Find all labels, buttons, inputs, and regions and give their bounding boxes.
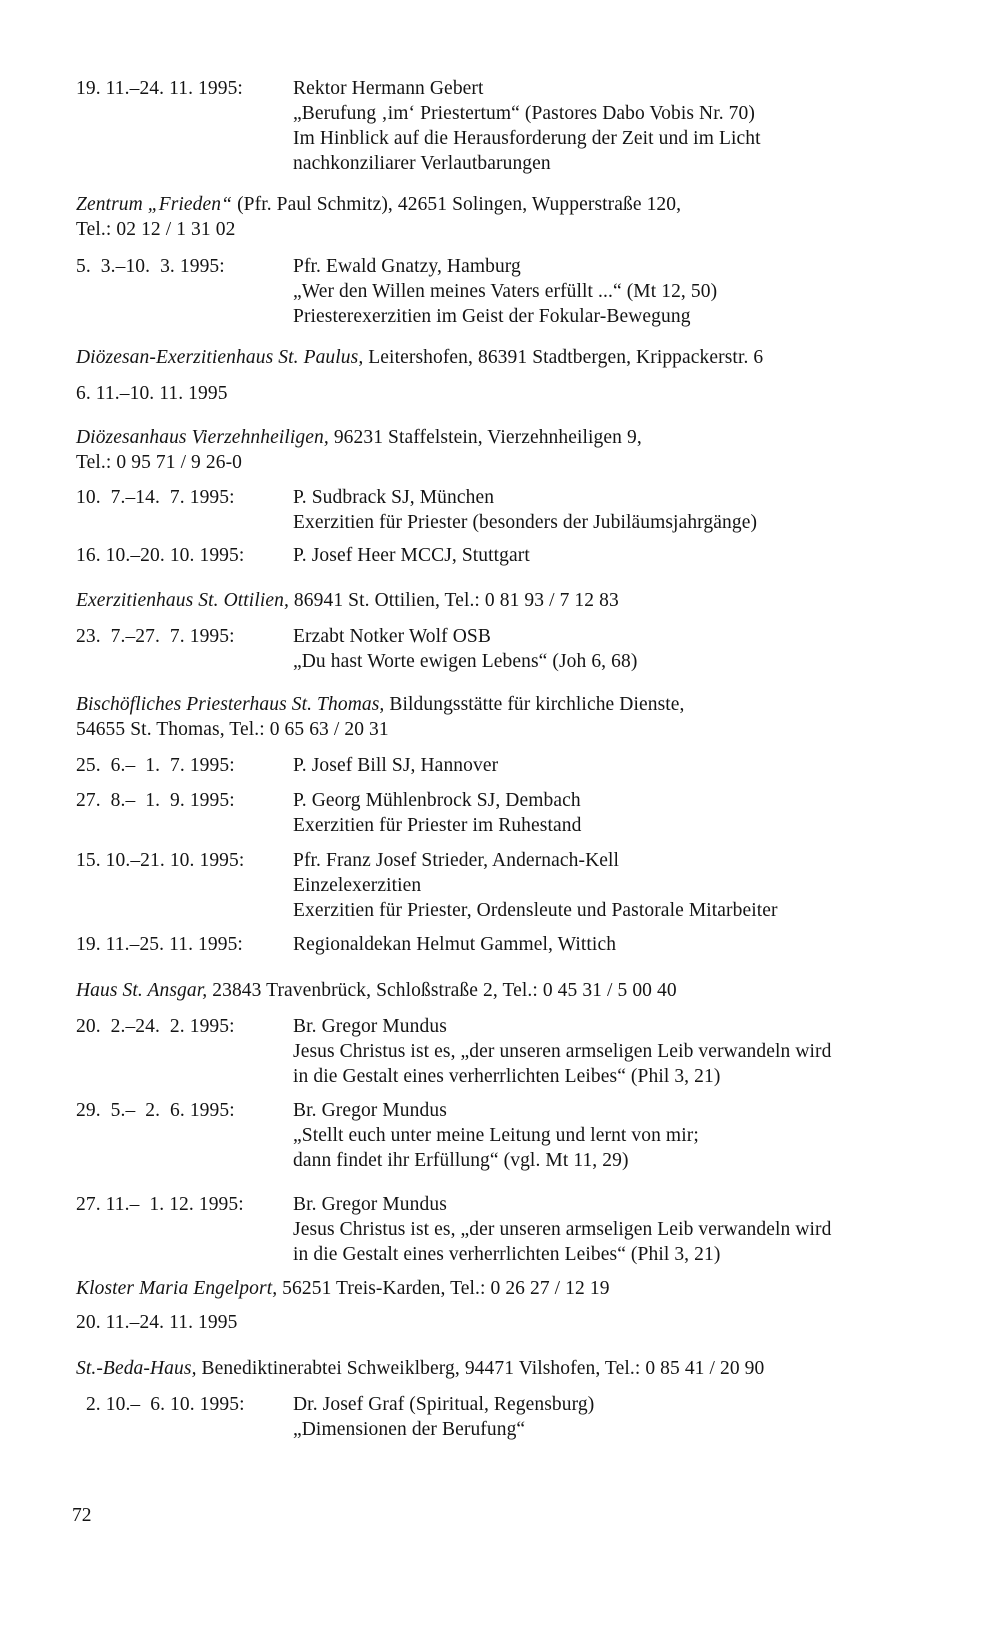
course-entry — [76, 788, 976, 838]
house-header — [76, 1356, 976, 1381]
course-leader: Dr. Josef Graf (Spiritual, Regensburg) — [293, 1394, 595, 1415]
section-1 — [76, 192, 976, 242]
course-date: 16. 10.–20. 10. 1995: — [76, 545, 245, 566]
course-date: 20. 11.–24. 11. 1995 — [76, 1312, 238, 1333]
course-title: Jesus Christus ist es, „der unseren armseligen Leib verwandeln wird — [293, 1041, 832, 1062]
section-4 — [76, 588, 976, 613]
course-leader: Regionaldekan Helmut Gammel, Wittich — [293, 934, 617, 955]
course-description: Im Hinblick auf die Herausforderung der Zeit und im Licht — [293, 128, 761, 149]
section-5-entries-2 — [76, 788, 976, 838]
course-leader: Rektor Hermann Gebert — [293, 78, 484, 99]
course-date: 27. 8.– 1. 9. 1995: — [76, 790, 235, 811]
house-name: Haus St. Ansgar, — [76, 980, 208, 1001]
course-title: „Dimensionen der Berufung“ — [293, 1419, 526, 1440]
section-3 — [76, 425, 976, 475]
section-0 — [76, 76, 976, 176]
section-5-entries — [76, 753, 976, 778]
section-1-entries — [76, 254, 976, 329]
section-7-entries — [76, 1310, 976, 1335]
house-name: St.-Beda-Haus, — [76, 1358, 197, 1379]
course-entry — [76, 1392, 976, 1442]
course-date: 25. 6.– 1. 7. 1995: — [76, 755, 235, 776]
course-description: Exerzitien für Priester, Ordensleute und Pastorale Mitarbeiter — [293, 900, 778, 921]
course-entry — [76, 1098, 976, 1173]
course-date: 27. 11.– 1. 12. 1995: — [76, 1194, 244, 1215]
course-date: 19. 11.–25. 11. 1995: — [76, 934, 243, 955]
section-6-entries-3 — [76, 1192, 976, 1267]
house-address: 23843 Travenbrück, Schloßstraße 2, Tel.: 0 45 31 / 5 00 40 — [207, 980, 677, 1001]
course-description: nachkonziliarer Verlautbarungen — [293, 153, 551, 174]
page-number: 72 — [72, 1505, 92, 1526]
course-title: in die Gestalt eines verherrlichten Leibes“ (Phil 3, 21) — [293, 1244, 721, 1265]
house-header — [76, 978, 976, 1003]
course-entry — [76, 543, 976, 568]
course-entry — [76, 254, 976, 329]
section-6-entries-2 — [76, 1098, 976, 1173]
house-name: Kloster Maria Engelport, — [76, 1278, 278, 1299]
course-entry — [76, 932, 976, 957]
house-header — [76, 692, 976, 742]
house-address: 96231 Staffelstein, Vierzehnheiligen 9, — [328, 427, 642, 448]
section-2-entries — [76, 381, 976, 406]
course-leader: P. Georg Mühlenbrock SJ, Dembach — [293, 790, 581, 811]
house-address: Bildungsstätte für kirchliche Dienste, — [384, 694, 685, 715]
course-description: Exerzitien für Priester im Ruhestand — [293, 815, 582, 836]
course-leader: Erzabt Notker Wolf OSB — [293, 626, 491, 647]
house-address: 56251 Treis-Karden, Tel.: 0 26 27 / 12 19 — [277, 1278, 610, 1299]
course-date: 23. 7.–27. 7. 1995: — [76, 626, 235, 647]
course-leader: Pfr. Ewald Gnatzy, Hamburg — [293, 256, 521, 277]
course-entry — [76, 485, 976, 535]
house-name: Exerzitienhaus St. Ottilien, — [76, 590, 289, 611]
course-title: „Wer den Willen meines Vaters erfüllt ...“ (Mt 12, 50) — [293, 281, 718, 302]
course-description: Einzelexerzitien — [293, 875, 422, 896]
course-leader: Br. Gregor Mundus — [293, 1100, 447, 1121]
course-title: „Berufung ‚im‘ Priestertum“ (Pastores Dabo Vobis Nr. 70) — [293, 103, 755, 124]
course-title: „Du hast Worte ewigen Lebens“ (Joh 6, 68) — [293, 651, 638, 672]
section-7 — [76, 1276, 976, 1301]
course-title: in die Gestalt eines verherrlichten Leibes“ (Phil 3, 21) — [293, 1066, 721, 1087]
house-phone: 54655 St. Thomas, Tel.: 0 65 63 / 20 31 — [76, 719, 389, 740]
house-header — [76, 192, 976, 242]
house-header — [76, 425, 976, 475]
course-entry — [76, 1014, 976, 1089]
course-leader: Br. Gregor Mundus — [293, 1194, 447, 1215]
section-5-entries-4 — [76, 932, 976, 957]
section-5-entries-3 — [76, 848, 976, 923]
section-6-entries — [76, 1014, 976, 1089]
house-phone: Tel.: 0 95 71 / 9 26-0 — [76, 452, 243, 473]
house-address: Benediktinerabtei Schweiklberg, 94471 Vilshofen, Tel.: 0 85 41 / 20 90 — [196, 1358, 765, 1379]
house-phone: Tel.: 02 12 / 1 31 02 — [76, 219, 236, 240]
section-4-entries — [76, 624, 976, 674]
section-3-entries-2 — [76, 543, 976, 568]
course-title: dann findet ihr Erfüllung“ (vgl. Mt 11, 29) — [293, 1150, 629, 1171]
house-name: Zentrum „Frieden“ — [76, 194, 233, 215]
course-date: 29. 5.– 2. 6. 1995: — [76, 1100, 235, 1121]
course-date: 20. 2.–24. 2. 1995: — [76, 1016, 235, 1037]
house-header — [76, 345, 976, 370]
course-date: 2. 10.– 6. 10. 1995: — [76, 1394, 245, 1415]
course-title: „Stellt euch unter meine Leitung und lernt von mir; — [293, 1125, 699, 1146]
course-leader: P. Sudbrack SJ, München — [293, 487, 495, 508]
course-leader: Br. Gregor Mundus — [293, 1016, 447, 1037]
course-title: Jesus Christus ist es, „der unseren armseligen Leib verwandeln wird — [293, 1219, 832, 1240]
course-entry — [76, 848, 976, 923]
course-date: 5. 3.–10. 3. 1995: — [76, 256, 225, 277]
section-5 — [76, 692, 976, 742]
course-leader: Pfr. Franz Josef Strieder, Andernach-Kell — [293, 850, 620, 871]
house-name: Diözesanhaus Vierzehnheiligen, — [76, 427, 329, 448]
course-description: Priesterexerzitien im Geist der Fokular-Bewegung — [293, 306, 691, 327]
course-entry — [76, 1192, 976, 1267]
section-3-entries — [76, 485, 976, 535]
course-entry — [76, 76, 976, 176]
house-header — [76, 588, 976, 613]
course-date: 6. 11.–10. 11. 1995 — [76, 383, 228, 404]
course-entry — [76, 753, 976, 778]
section-8-entries — [76, 1392, 976, 1442]
course-description: Exerzitien für Priester (besonders der Jubiläumsjahrgänge) — [293, 512, 758, 533]
course-leader: P. Josef Bill SJ, Hannover — [293, 755, 499, 776]
course-entry — [76, 624, 976, 674]
section-8 — [76, 1356, 976, 1381]
house-address: (Pfr. Paul Schmitz), 42651 Solingen, Wupperstraße 120, — [232, 194, 682, 215]
house-name: Bischöfliches Priesterhaus St. Thomas, — [76, 694, 385, 715]
house-name: Diözesan-Exerzitienhaus St. Paulus, — [76, 347, 364, 368]
house-header — [76, 1276, 976, 1301]
course-date: 15. 10.–21. 10. 1995: — [76, 850, 245, 871]
course-leader: P. Josef Heer MCCJ, Stuttgart — [293, 545, 530, 566]
house-address: Leitershofen, 86391 Stadtbergen, Krippackerstr. 6 — [363, 347, 764, 368]
course-date: 19. 11.–24. 11. 1995: — [76, 78, 243, 99]
section-2 — [76, 345, 976, 370]
course-date: 10. 7.–14. 7. 1995: — [76, 487, 235, 508]
section-6 — [76, 978, 976, 1003]
house-address: 86941 St. Ottilien, Tel.: 0 81 93 / 7 12 83 — [288, 590, 619, 611]
